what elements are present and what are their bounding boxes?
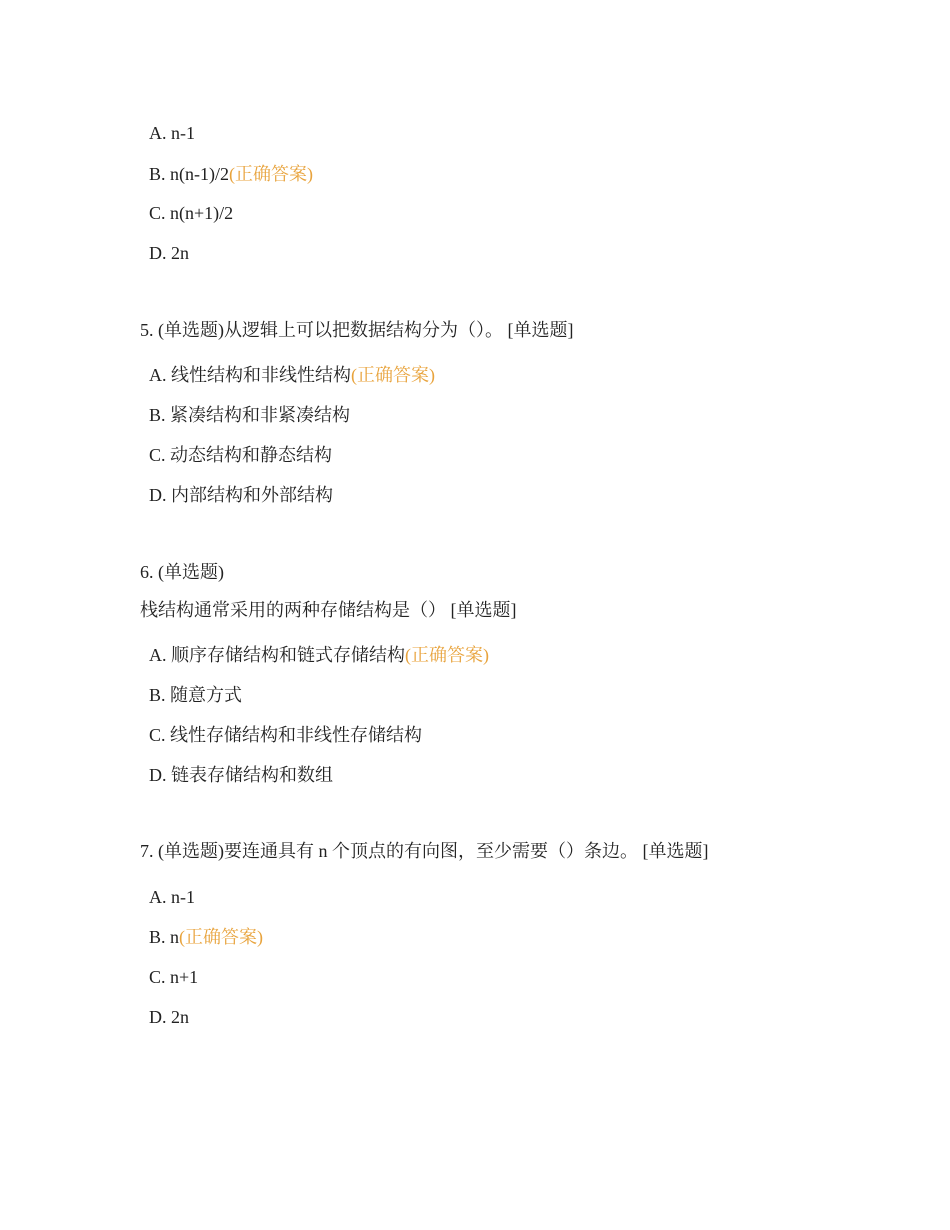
correct-answer-mark: (正确答案)	[179, 927, 264, 947]
option-text: D. 链表存储结构和数组	[149, 765, 333, 785]
q7-title: 7. (单选题)要连通具有 n 个顶点的有向图，至少需要（）条边。 [单选题]	[140, 841, 709, 861]
option-text: B. 紧凑结构和非紧凑结构	[149, 405, 351, 425]
correct-answer-mark: (正确答案)	[229, 164, 313, 184]
option-text: A. n-1	[149, 887, 195, 907]
correct-answer-mark: (正确答案)	[351, 365, 435, 385]
option-text: C. n(n+1)/2	[149, 203, 234, 223]
option-text: D. 内部结构和外部结构	[149, 485, 333, 505]
q5-option-d	[149, 483, 333, 507]
q7-option-a	[149, 885, 195, 909]
q5-title: 5. (单选题)从逻辑上可以把数据结构分为（）。 [单选题]	[140, 320, 574, 340]
q6-option-c	[149, 723, 422, 747]
q6-stem: 栈结构通常采用的两种存储结构是（） [单选题]	[140, 600, 517, 620]
q4-option-b	[149, 162, 313, 186]
q6-option-b	[149, 683, 242, 707]
option-text: B. n(n-1)/2	[149, 164, 229, 184]
option-text: C. 线性存储结构和非线性存储结构	[149, 725, 423, 745]
q7-option-c	[149, 965, 198, 989]
option-text: B. n	[149, 927, 180, 947]
option-text: A. n-1	[149, 123, 195, 143]
q6-option-a	[149, 643, 489, 667]
q5-option-b	[149, 403, 350, 427]
option-text: D. 2n	[149, 243, 189, 263]
option-text: C. 动态结构和静态结构	[149, 445, 333, 465]
q4-option-a	[149, 121, 195, 145]
q7-option-d	[149, 1005, 189, 1029]
option-text: D. 2n	[149, 1007, 189, 1027]
q6-title: 6. (单选题)	[140, 562, 224, 582]
option-text: C. n+1	[149, 967, 199, 987]
q4-option-c	[149, 201, 233, 225]
q7-option-b	[149, 925, 263, 949]
q6-option-d	[149, 763, 333, 787]
q5-option-a	[149, 363, 435, 387]
correct-answer-mark: (正确答案)	[405, 645, 489, 665]
q5-option-c	[149, 443, 332, 467]
q4-option-d	[149, 241, 189, 265]
option-text: A. 线性结构和非线性结构	[149, 365, 351, 385]
option-text: B. 随意方式	[149, 685, 243, 705]
option-text: A. 顺序存储结构和链式存储结构	[149, 645, 405, 665]
